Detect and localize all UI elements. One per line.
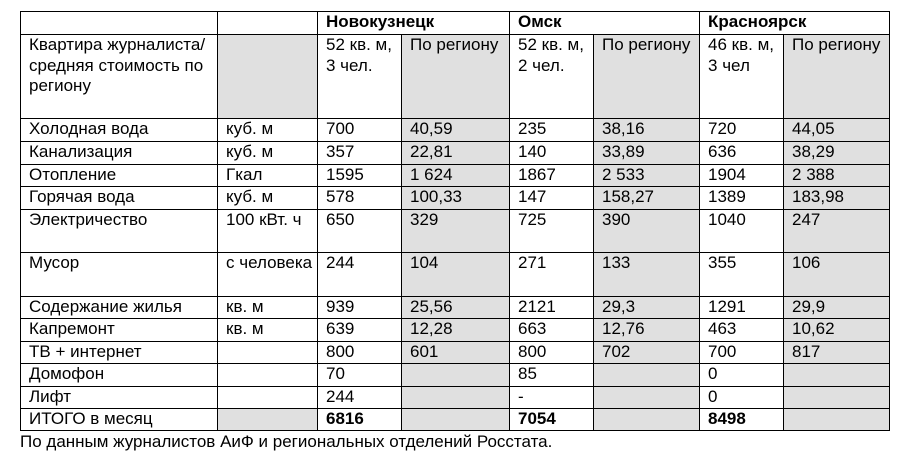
table-row (21, 119, 890, 142)
journalist-value-cell: 636 (700, 142, 784, 165)
table-row (21, 142, 890, 165)
journalist-value-cell: 244 (318, 387, 402, 409)
city-name-omsk: Омск (510, 12, 700, 35)
table-row (21, 342, 890, 364)
region-value-cell: 10,62 (784, 319, 890, 342)
region-value-cell: 329 (402, 210, 510, 253)
apartment-info-omsk: 52 кв. м, 2 чел. (510, 35, 594, 119)
row-label: Отопление (21, 165, 218, 187)
region-value-cell: 106 (784, 253, 890, 297)
journalist-value-cell: 939 (318, 297, 402, 319)
total-value-cell: 7054 (510, 409, 594, 431)
row-label: Холодная вода (21, 119, 218, 142)
unit-cell: 100 кВт. ч (218, 210, 318, 253)
empty-cell (218, 35, 318, 119)
total-value-cell: 6816 (318, 409, 402, 431)
region-value-cell: 12,76 (594, 319, 700, 342)
journalist-value-cell: 357 (318, 142, 402, 165)
unit-cell (218, 364, 318, 387)
region-value-cell: 2 388 (784, 165, 890, 187)
table-row (21, 187, 890, 210)
unit-cell: с человека (218, 253, 318, 297)
region-value-cell: 29,9 (784, 297, 890, 319)
journalist-value-cell: 0 (700, 387, 784, 409)
region-value-cell: 133 (594, 253, 700, 297)
unit-cell (218, 342, 318, 364)
journalist-value-cell: 147 (510, 187, 594, 210)
journalist-value-cell: 700 (700, 342, 784, 364)
region-value-cell (402, 364, 510, 387)
unit-cell: Гкал (218, 165, 318, 187)
row-label: Канализация (21, 142, 218, 165)
region-value-cell: 33,89 (594, 142, 700, 165)
region-value-cell: 12,28 (402, 319, 510, 342)
empty-cell (402, 409, 510, 431)
region-value-cell (402, 387, 510, 409)
region-value-cell: 38,29 (784, 142, 890, 165)
journalist-value-cell: 1291 (700, 297, 784, 319)
journalist-value-cell: 271 (510, 253, 594, 297)
region-value-cell: 247 (784, 210, 890, 253)
region-value-cell: 158,27 (594, 187, 700, 210)
row-header-label: Квартира журналиста/средняя стоимость по региону (21, 35, 218, 119)
region-label-omsk: По региону (594, 35, 700, 119)
region-label-krasnoyarsk: По региону (784, 35, 890, 119)
region-value-cell: 38,16 (594, 119, 700, 142)
journalist-value-cell: 85 (510, 364, 594, 387)
city-name-krasnoyarsk: Красноярск (700, 12, 890, 35)
unit-cell: кв. м (218, 297, 318, 319)
region-value-cell: 104 (402, 253, 510, 297)
total-label: ИТОГО в месяц (21, 409, 218, 431)
total-row (21, 409, 890, 431)
table-row (21, 364, 890, 387)
journalist-value-cell: 800 (510, 342, 594, 364)
empty-cell (21, 12, 218, 35)
journalist-value-cell: 800 (318, 342, 402, 364)
row-label: Содержание жилья (21, 297, 218, 319)
unit-cell: куб. м (218, 187, 318, 210)
unit-cell: кв. м (218, 319, 318, 342)
apartment-info-krasnoyarsk: 46 кв. м, 3 чел (700, 35, 784, 119)
region-value-cell: 2 533 (594, 165, 700, 187)
region-value-cell: 817 (784, 342, 890, 364)
journalist-value-cell: 244 (318, 253, 402, 297)
subheader-row (21, 35, 890, 119)
journalist-value-cell: 355 (700, 253, 784, 297)
empty-cell (218, 409, 318, 431)
journalist-value-cell: 700 (318, 119, 402, 142)
journalist-value-cell: 140 (510, 142, 594, 165)
unit-cell: куб. м (218, 119, 318, 142)
row-label: Горячая вода (21, 187, 218, 210)
journalist-value-cell: 1040 (700, 210, 784, 253)
row-label: Мусор (21, 253, 218, 297)
table-row (21, 387, 890, 409)
region-value-cell (784, 364, 890, 387)
region-value-cell: 100,33 (402, 187, 510, 210)
empty-cell (594, 409, 700, 431)
journalist-value-cell: 1904 (700, 165, 784, 187)
region-value-cell: 25,56 (402, 297, 510, 319)
journalist-value-cell: 1867 (510, 165, 594, 187)
apartment-info-novokuznetsk: 52 кв. м, 3 чел. (318, 35, 402, 119)
total-value-cell: 8498 (700, 409, 784, 431)
city-name-novokuznetsk: Новокузнецк (318, 12, 510, 35)
row-label: ТВ + интернет (21, 342, 218, 364)
journalist-value-cell: 1595 (318, 165, 402, 187)
table-row (21, 165, 890, 187)
unit-cell (218, 387, 318, 409)
journalist-value-cell: 1389 (700, 187, 784, 210)
row-label: Лифт (21, 387, 218, 409)
region-value-cell: 390 (594, 210, 700, 253)
unit-cell: куб. м (218, 142, 318, 165)
region-value-cell: 29,3 (594, 297, 700, 319)
journalist-value-cell: 235 (510, 119, 594, 142)
empty-cell (218, 12, 318, 35)
footnote: По данным журналистов АиФ и региональных отделений Росстата. (20, 432, 553, 451)
journalist-value-cell: 70 (318, 364, 402, 387)
region-value-cell: 702 (594, 342, 700, 364)
empty-cell (784, 409, 890, 431)
row-label: Домофон (21, 364, 218, 387)
journalist-value-cell: 0 (700, 364, 784, 387)
region-value-cell: 22,81 (402, 142, 510, 165)
table-row (21, 210, 890, 253)
region-value-cell: 40,59 (402, 119, 510, 142)
region-label-novokuznetsk: По региону (402, 35, 510, 119)
region-value-cell: 183,98 (784, 187, 890, 210)
table-row (21, 297, 890, 319)
journalist-value-cell: 463 (700, 319, 784, 342)
region-value-cell (594, 387, 700, 409)
row-label: Электричество (21, 210, 218, 253)
table-row (21, 253, 890, 297)
region-value-cell: 44,05 (784, 119, 890, 142)
journalist-value-cell: - (510, 387, 594, 409)
city-header-row (21, 12, 890, 35)
region-value-cell: 601 (402, 342, 510, 364)
journalist-value-cell: 639 (318, 319, 402, 342)
utility-costs-table (20, 11, 890, 431)
journalist-value-cell: 725 (510, 210, 594, 253)
journalist-value-cell: 578 (318, 187, 402, 210)
journalist-value-cell: 650 (318, 210, 402, 253)
row-label: Капремонт (21, 319, 218, 342)
region-value-cell (784, 387, 890, 409)
table-row (21, 319, 890, 342)
journalist-value-cell: 2121 (510, 297, 594, 319)
region-value-cell (594, 364, 700, 387)
journalist-value-cell: 720 (700, 119, 784, 142)
region-value-cell: 1 624 (402, 165, 510, 187)
journalist-value-cell: 663 (510, 319, 594, 342)
